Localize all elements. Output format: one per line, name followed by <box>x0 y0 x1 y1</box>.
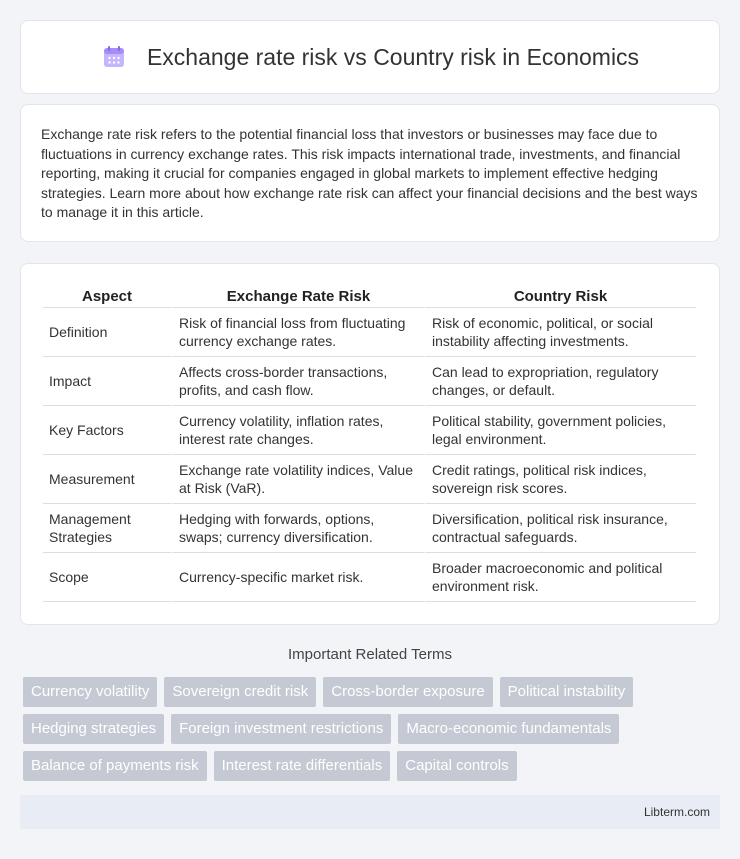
table-cell: Key Factors <box>43 406 173 455</box>
table-cell: Affects cross-border transactions, profits, and cash flow. <box>173 357 426 406</box>
related-term-tag[interactable]: Macro-economic fundamentals <box>398 714 619 744</box>
table-cell: Impact <box>43 357 173 406</box>
comparison-table <box>43 284 697 602</box>
column-header-country-risk: Country Risk <box>426 284 697 308</box>
table-cell: Can lead to expropriation, regulatory changes, or default. <box>426 357 697 406</box>
column-header-exchange-rate-risk: Exchange Rate Risk <box>173 284 426 308</box>
related-term-tag[interactable]: Balance of payments risk <box>23 751 207 781</box>
comparison-card <box>20 263 720 625</box>
related-term-tag[interactable]: Interest rate differentials <box>214 751 391 781</box>
footer <box>20 795 720 829</box>
intro-text: Exchange rate risk refers to the potential financial loss that investors or businesses may face due to fluctuations in currency exchange rates. This risk impacts international trade, investments, and financial reporting, making it crucial for companies engaged in global markets to implement effective hedging strategies. Learn more about how exchange rate risk can affect your financial decisions and the best ways to manage it in this article. <box>41 126 698 221</box>
table-cell: Risk of economic, political, or social instability affecting investments. <box>426 308 697 357</box>
table-row <box>43 504 697 553</box>
intro-card <box>20 104 720 242</box>
title-card <box>20 20 720 94</box>
table-cell: Broader macroeconomic and political environment risk. <box>426 553 697 602</box>
page-title: Exchange rate risk vs Country risk in Economics <box>146 43 640 70</box>
related-term-tag[interactable]: Capital controls <box>397 751 516 781</box>
table-cell: Credit ratings, political risk indices, sovereign risk scores. <box>426 455 697 504</box>
related-terms-list <box>23 677 723 788</box>
table-cell: Definition <box>43 308 173 357</box>
table-cell: Currency-specific market risk. <box>173 553 426 602</box>
table-row <box>43 308 697 357</box>
related-term-tag[interactable]: Foreign investment restrictions <box>171 714 391 744</box>
related-term-tag[interactable]: Currency volatility <box>23 677 157 707</box>
table-cell: Scope <box>43 553 173 602</box>
related-term-tag[interactable]: Cross-border exposure <box>323 677 492 707</box>
table-cell: Diversification, political risk insurance, contractual safeguards. <box>426 504 697 553</box>
related-term-tag[interactable]: Political instability <box>500 677 634 707</box>
table-cell: Measurement <box>43 455 173 504</box>
calendar-icon <box>101 44 127 70</box>
column-header-aspect: Aspect <box>43 284 173 308</box>
table-cell: Hedging with forwards, options, swaps; currency diversification. <box>173 504 426 553</box>
table-cell: Currency volatility, inflation rates, interest rate changes. <box>173 406 426 455</box>
table-row <box>43 406 697 455</box>
related-terms-heading: Important Related Terms <box>288 646 452 663</box>
table-row <box>43 553 697 602</box>
table-row <box>43 357 697 406</box>
table-cell: Political stability, government policies, legal environment. <box>426 406 697 455</box>
table-cell: Management Strategies <box>43 504 173 553</box>
table-cell: Risk of financial loss from fluctuating currency exchange rates. <box>173 308 426 357</box>
table-cell: Exchange rate volatility indices, Value at Risk (VaR). <box>173 455 426 504</box>
table-row <box>43 455 697 504</box>
footer-site-link[interactable]: Libterm.com <box>643 805 710 819</box>
related-term-tag[interactable]: Sovereign credit risk <box>164 677 316 707</box>
related-term-tag[interactable]: Hedging strategies <box>23 714 164 744</box>
